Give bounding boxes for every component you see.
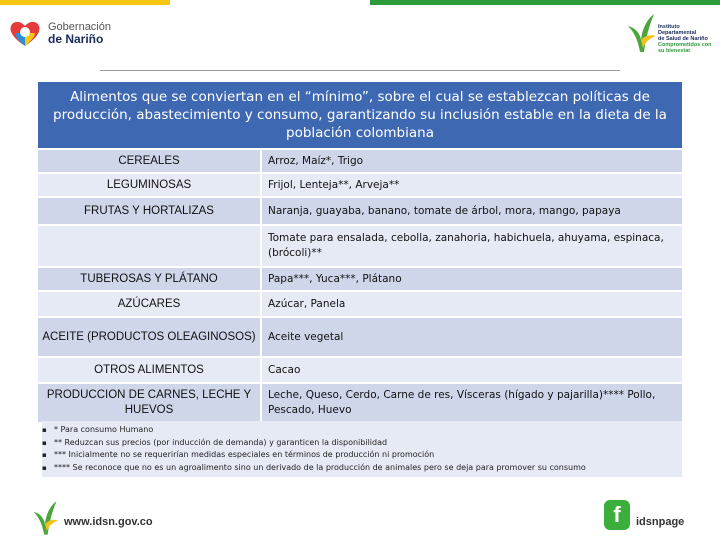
bullet-icon: ▪	[42, 426, 47, 434]
footnote-text: **** Se reconoce que no es un agroalimento sino un derivado de la producción de animales pero se deja para promover su consumo	[54, 462, 586, 472]
row-category: PRODUCCION DE CARNES, LECHE Y HUEVOS	[38, 384, 262, 422]
bullet-icon: ▪	[42, 451, 47, 459]
row-items: Naranja, guayaba, banano, tomate de árbol, mora, mango, papaya	[268, 204, 621, 217]
row-category: TUBEROSAS Y PLÁTANO	[38, 268, 262, 290]
bullet-icon: ▪	[42, 438, 47, 447]
table-row	[38, 198, 682, 226]
table-row	[38, 318, 682, 358]
table-row	[38, 268, 682, 292]
row-items: Aceite vegetal	[268, 330, 344, 343]
row-items: Tomate para ensalada, cebolla, zanahoria, habichuela, ahuyama, espinaca, (brócoli)**	[268, 232, 664, 259]
foods-table	[38, 150, 682, 424]
header-divider	[100, 70, 620, 71]
top-color-bar	[0, 0, 720, 5]
gobernacion-logo	[8, 18, 111, 48]
row-items: Cacao	[268, 363, 301, 376]
idsn-line-4: Comprometidos con su bienestar	[658, 42, 712, 54]
table-row	[38, 226, 682, 268]
row-category: FRUTAS Y HORTALIZAS	[38, 198, 262, 224]
logo-line-2: de Nariño	[48, 31, 104, 46]
table-row	[38, 384, 682, 424]
row-items: Leche, Queso, Cerdo, Carne de res, Vísceras (hígado y pajarilla)**** Pollo, Pescado, Huevo	[268, 389, 656, 416]
row-category: ACEITE (PRODUCTOS OLEAGINOSOS)	[38, 318, 262, 356]
row-category	[38, 226, 262, 266]
logo-line-1: Gobernación	[48, 20, 111, 33]
gobernacion-heart-icon	[8, 18, 42, 48]
footnote-text: ** Reduzcan sus precios (por inducción de demanda) y garanticen la disponibilidad	[54, 437, 388, 447]
footnote-text: * Para consumo Humano	[54, 425, 154, 434]
table-row	[38, 292, 682, 318]
footnote-text: *** Inicialmente no se requerirían medidas especiales en términos de producción ni promoción	[54, 450, 435, 459]
table-row	[38, 358, 682, 384]
footer	[0, 490, 720, 540]
row-items: Arroz, Maíz*, Trigo	[268, 154, 364, 167]
row-category: OTROS ALIMENTOS	[38, 358, 262, 382]
row-category: CEREALES	[38, 150, 262, 172]
row-items: Papa***, Yuca***, Plátano	[268, 272, 402, 285]
footnote	[42, 424, 682, 437]
table-row	[38, 150, 682, 174]
row-category: AZÚCARES	[38, 292, 262, 316]
footnote	[42, 449, 682, 462]
facebook-icon[interactable]: f	[604, 500, 630, 530]
website-link[interactable]: www.idsn.gov.co	[64, 516, 153, 528]
row-category: LEGUMINOSAS	[38, 174, 262, 196]
idsn-line-3: de Salud de Nariño	[658, 36, 708, 42]
footnote	[42, 462, 682, 475]
idsn-logo	[624, 10, 714, 58]
footnotes	[42, 421, 682, 477]
row-items: Azúcar, Panela	[268, 297, 346, 310]
idsn-line-2: Departamental	[658, 30, 697, 36]
facebook-page-link[interactable]: idsnpage	[636, 516, 685, 528]
idsn-plant-icon	[624, 10, 658, 54]
idsn-line-1: Instituto	[658, 24, 680, 30]
row-items: Frijol, Lenteja**, Arveja**	[268, 178, 400, 191]
table-row	[38, 174, 682, 198]
idsn-footer-plant-icon	[30, 496, 60, 538]
table-title: Alimentos que se conviertan en el “mínimo”, sobre el cual se establezcan políticas de producción, abastecimiento y consumo, garantizando su inclusión estable en la dieta de la población colombiana	[38, 82, 682, 148]
footnote	[42, 437, 682, 450]
bullet-icon: ▪	[42, 463, 47, 472]
